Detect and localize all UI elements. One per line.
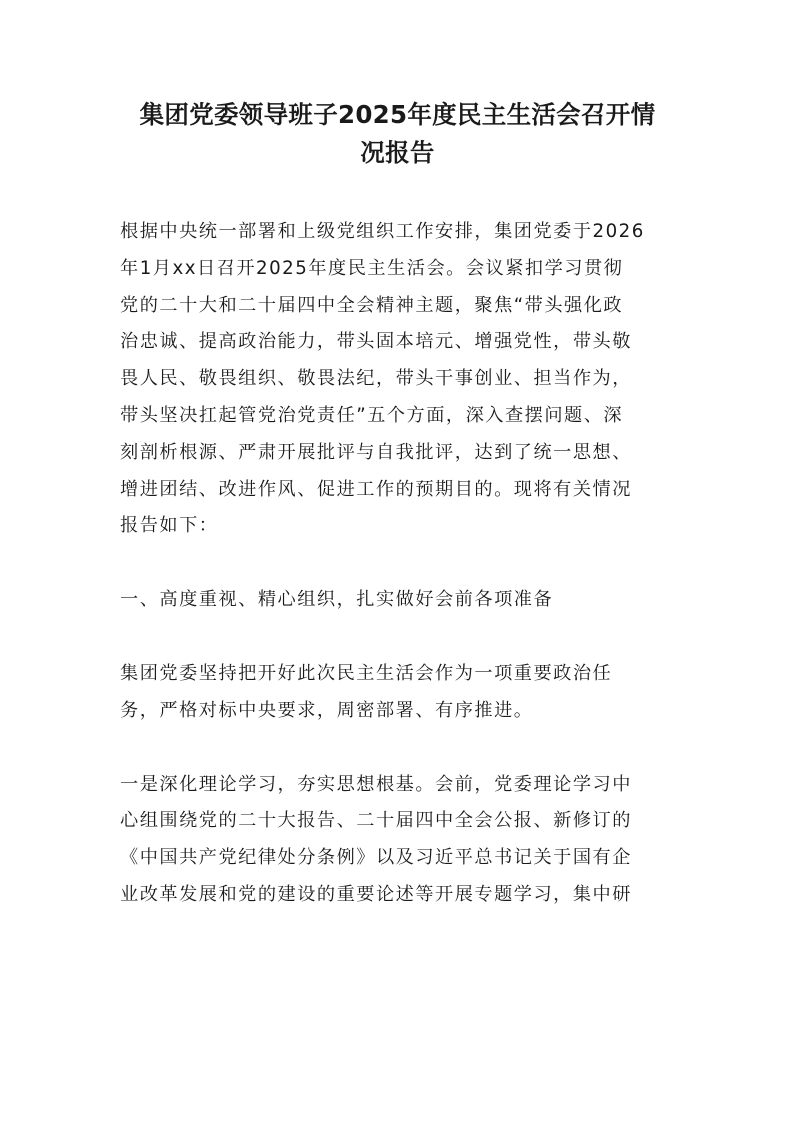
title-line: 况报告	[360, 138, 435, 167]
text-line: 带头坚决扛起管党治党责任”五个方面，深入查摆问题、深	[120, 404, 624, 426]
section-heading	[120, 582, 675, 619]
text-line: 《中国共产党纪律处分条例》以及习近平总书记关于国有企	[120, 847, 632, 869]
text-line: 年1月xx日召开2025年度民主生活会。会议紧扣学习贯彻	[120, 257, 624, 279]
text-line: 根据中央统一部署和上级党组织工作安排，集团党委于2026	[120, 221, 645, 242]
section-paragraph	[120, 656, 675, 730]
text-line: 刻剖析根源、严肃开展批评与自我批评，达到了统一思想、	[120, 441, 632, 463]
text-line: 报告如下：	[120, 515, 219, 537]
document-title	[120, 96, 675, 172]
text-line: 一是深化理论学习，夯实思想根基。会前，党委理论学习中	[120, 773, 632, 795]
title-line: 集团党委领导班子2025年度民主生活会召开情	[139, 100, 656, 129]
text-line: 集团党委坚持把开好此次民主生活会作为一项重要政治任	[120, 662, 613, 684]
text-line: 心组围绕党的二十大报告、二十届四中全会公报、新修订的	[120, 810, 632, 832]
text-line: 增进团结、改进作风、促进工作的预期目的。现将有关情况	[120, 478, 632, 500]
text-line: 务，严格对标中央要求，周密部署、有序推进。	[120, 699, 534, 721]
intro-paragraph	[120, 214, 675, 545]
section-heading-text: 一、高度重视、精心组织，扎实做好会前各项准备	[120, 589, 554, 611]
text-line: 业改革发展和党的建设的重要论述等开展专题学习，集中研	[120, 883, 632, 905]
document-page	[120, 96, 675, 914]
point-paragraph	[120, 767, 675, 914]
text-line: 畏人民、敬畏组织、敬畏法纪，带头干事创业、担当作为，	[120, 368, 632, 390]
text-line: 治忠诚、提高政治能力，带头固本培元、增强党性，带头敬	[120, 331, 632, 353]
text-line: 党的二十大和二十届四中全会精神主题，聚焦“带头强化政	[120, 294, 624, 316]
